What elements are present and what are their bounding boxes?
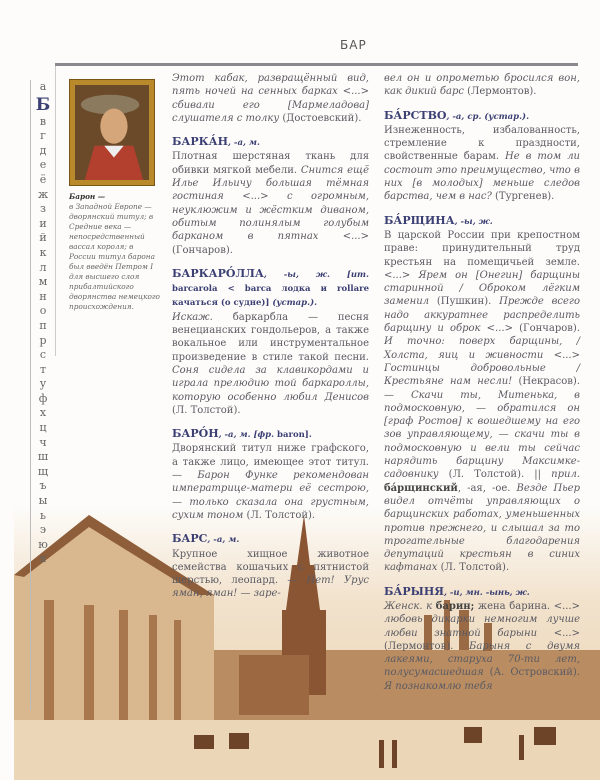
dictionary-column-left (172, 72, 369, 611)
alphabet-letter: т (39, 362, 47, 376)
alphabet-letter: ц (39, 421, 47, 435)
headword: БА́РЩИНА (384, 213, 455, 227)
dictionary-entry (384, 214, 580, 575)
alphabet-letter: о (39, 304, 47, 318)
example-text: Барон Функе рекомендован императрице-матери её сестрою, — только сказала она грустным, сухим тоном (172, 470, 369, 521)
entry-text: (Лермонтов). (463, 86, 537, 98)
alphabet-letter: у (39, 377, 47, 391)
dictionary-column-right (384, 72, 580, 703)
baron-portrait-image (69, 79, 155, 186)
alphabet-letter: д (39, 143, 47, 157)
alphabet-letter: Б (35, 94, 51, 115)
alphabet-letter: ч (39, 435, 47, 449)
example-text: Нет! Урус яман, яман! — заре- (172, 575, 369, 600)
example-text: вел он и опрометью бросился вон, как дикий барс (384, 73, 580, 98)
alphabet-letter: э (39, 523, 47, 537)
alphabet-index (30, 80, 55, 710)
grammar-note: (устар.). (272, 298, 318, 309)
headword: БАРКА́Н (172, 135, 228, 149)
alphabet-letter: ш (37, 450, 49, 464)
alphabet-letter: ю (38, 537, 48, 551)
alphabet-letter: с (39, 348, 47, 362)
entry-text: Крупное хищное животное семейства кошачьих с пятнистой шерстью, леопард. — (172, 548, 369, 587)
alphabet-letter: з (40, 202, 46, 216)
grammar-note: barcarola < barca лодка и rollare качаться (о судне)] (172, 284, 369, 309)
portrait-caption (69, 192, 161, 312)
alphabet-letter: ъ (39, 479, 47, 493)
example-text: Снится ещё Илье Ильичу большая тёмная гостиная <...> с огромным, неуклюжим и жёстким диваном, обитым полинялым голубым барканом в пятнах <...> (172, 164, 369, 243)
grammar-note: , -и, мн. -ынь, ж. (443, 587, 530, 598)
headword: БА́РЫНЯ (384, 584, 444, 598)
alphabet-letter: п (39, 318, 47, 332)
entry-text: Дворянский титул ниже графского, а также лицо, имеющее этот титул. — (172, 443, 369, 482)
alphabet-letter: р (39, 333, 47, 347)
entry-text: (Пушкин). (429, 296, 500, 308)
dictionary-entry (384, 585, 580, 693)
headword: БА́РСТВО (384, 108, 447, 122)
entry-text: жена барина. (474, 600, 554, 612)
entry-text: Изнеженность, избалованность, стремление к праздности, свойственные барам. (384, 124, 580, 163)
dictionary-entry (172, 267, 369, 417)
example-text: прил. (551, 469, 580, 481)
alphabet-letter: н (39, 289, 47, 303)
entry-text: (Достоевский). (279, 112, 362, 124)
entry-text: (Некрасов). — (384, 376, 580, 401)
alphabet-letter: й (39, 231, 47, 245)
entry-text: (Л. Толстой). (437, 562, 510, 574)
example-text: Скачи ты, Митенька, в подмосковную, — обратился он [граф Ростов] к вошедшему на его зов управляющему, — скачи ты в подмосковную и вели ты сейчас нарядить барщину Максимке-садовнику (384, 389, 580, 481)
dictionary-entry (172, 427, 369, 522)
example-text: <...> Ярем он [Онегин] барщины старинной / Оброком лёгким заменил (384, 269, 580, 308)
example-text: Не в том ли состоит это преимущество, что в них [в молодых] меньше следов барства, чем в нас? (384, 151, 580, 203)
headword: БАРКАРО́ЛЛА (172, 266, 264, 280)
alphabet-letter: х (39, 406, 47, 420)
entry-text: Плотная шерстяная ткань для обивки мягкой мебели. (172, 151, 369, 176)
alphabet-letter: в (39, 114, 47, 128)
example-text: <...> любовь дикарки немногим лучше любви знатной барыни <...> (384, 600, 580, 639)
entry-text: (Л. Толстой). (243, 509, 316, 521)
dictionary-entry (172, 135, 369, 257)
entry-text: (Тургенев). (491, 191, 555, 203)
example-text: Барыня с двумя лакеями, старуха 70-ти лет, полусумасшедшая (384, 640, 580, 679)
alphabet-letter: ё (39, 172, 47, 186)
dictionary-entry (384, 109, 580, 204)
grammar-note: , -ы, ж. (454, 216, 493, 227)
entry-text: (Л. Толстой). (172, 404, 241, 416)
example-text: Везде Пьер видел отчёты управляющих о барщинских работах, уменьшенных против прежнего, и слышал за то трогательные благодарения депутаций крестьян в синих кафтанах (384, 482, 580, 574)
alphabet-letter: е (39, 158, 47, 172)
entry-text: (А. Островский). (483, 667, 580, 679)
example-text: Прежде всего надо аккуратнее распределить барщину и оброк <...> (384, 296, 580, 335)
example-text: Я познакомлю тебя (384, 680, 493, 692)
entry-text: (Гончаров). (172, 244, 233, 256)
alphabet-letter: и (39, 216, 47, 230)
example-text: Этот кабак, развращённый вид, пять ночей на сенных барках <...> сбивали его [Мармеладова] слушателя с толку (172, 73, 369, 124)
grammar-note: , -а, м. [фр. (218, 430, 278, 441)
dictionary-entry (172, 532, 369, 600)
dictionary-entry (384, 72, 580, 99)
alphabet-letter: щ (37, 464, 49, 478)
example-text: Женск. к (384, 600, 436, 612)
headword: БАРС (172, 532, 208, 546)
grammar-note: , -а, м. (207, 535, 240, 546)
entry-text: (Гончаров). (512, 323, 580, 335)
example-text: Искаж. (172, 311, 213, 323)
dictionary-entry (172, 72, 369, 125)
alphabet-letter: ь (40, 508, 46, 522)
running-head: БАР (340, 38, 367, 52)
alphabet-letter: к (39, 245, 47, 259)
grammar-note: , -а, ср. (устар.). (446, 111, 530, 122)
entry-text: В царской России при крепостном праве: принудительный труд крестьян на помещичьей земле. (384, 229, 580, 268)
example-text: И точно: поверх барщины, / Холста, яиц и живности <...> Гостинцы добровольные / Крестьяне нам несли! (384, 336, 580, 388)
entry-text: (Л. Толстой). || (438, 469, 552, 481)
entry-text: ба́рщинский (384, 482, 458, 494)
alphabet-letter: ж (37, 187, 49, 201)
headword: БАРО́Н (172, 427, 219, 441)
entry-text: баркарбла — песня венецианских гондольеров, а также вокальное или инструментальное произведение в стиле такой песни. (172, 311, 369, 363)
caption-title: Барон — (69, 192, 106, 201)
alphabet-letter: м (38, 275, 48, 289)
entry-text: (Лермонтов). (384, 640, 470, 652)
alphabet-letter: ф (38, 391, 48, 405)
example-text: Соня сидела за клавикордами и играла прелюдию той баркароллы, которую особенно любил Денисов (172, 364, 369, 403)
sidebar-illustration (55, 66, 162, 356)
entry-text: барин; (435, 600, 475, 612)
caption-text: в Западной Европе — дворянский титул; в Средние века — непосредственный вассал короля; в России титул барона был введён Петром I для высшего слоя прибалтийского дворянства немецкого происхождения. (69, 202, 160, 311)
grammar-note: baron]. (277, 430, 312, 441)
alphabet-letter: л (39, 260, 47, 274)
alphabet-letter: ы (38, 494, 48, 508)
alphabet-letter: а (39, 80, 47, 93)
alphabet-letter: я (39, 552, 47, 566)
entry-text: , -ая, -ое. (457, 482, 517, 494)
grammar-note: , -ы, ж. [ит. (263, 269, 369, 280)
alphabet-letter: г (40, 129, 46, 143)
grammar-note: , -а, м. (228, 138, 260, 149)
